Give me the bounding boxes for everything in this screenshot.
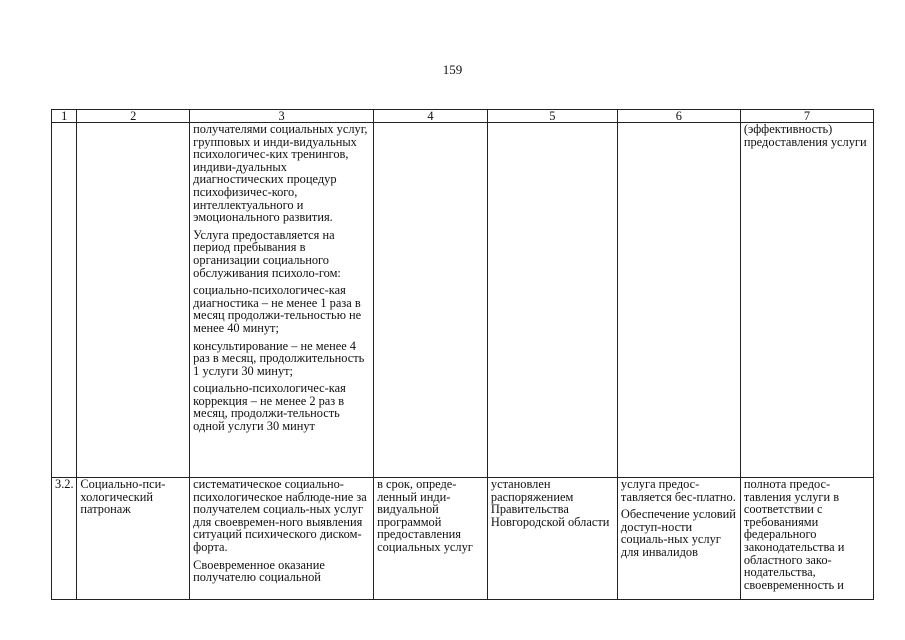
description-paragraph: систематическое социально-психологическое наблюде-ние за получателем социаль-ных услуг для своевремен-ного выявления ситуаций психического диском-форта.	[193, 477, 367, 554]
services-table	[51, 109, 874, 600]
cell-service-name	[77, 123, 190, 478]
description-paragraph: получателями социальных услуг, групповых и инди-видуальных психологичес-ких тренингов, индиви-дуальных диагностических процедур психофизичес-кого, интеллектуального и эмоционального развития.	[193, 122, 368, 225]
table-row-3-2	[52, 478, 874, 600]
cell-quality-indicators: (эффективность) предоставления услуги	[740, 123, 873, 478]
conditions-paragraph: Обеспечение условий доступ-ности социаль-ных услуг для инвалидов	[620, 507, 736, 559]
cell-tariff: установлен распоряжением Правительства Новгородской области	[487, 478, 617, 600]
header-col-1: 1	[52, 110, 77, 123]
cell-number: 3.2.	[52, 478, 77, 600]
description-paragraph: социально-психологичес-кая коррекция – не менее 2 раз в месяц, продолжи-тельность одной услуги 30 минут	[193, 381, 346, 434]
cell-conditions	[617, 478, 740, 600]
header-col-2: 2	[77, 110, 190, 123]
cell-tariff	[487, 123, 617, 478]
cell-service-description	[190, 123, 374, 478]
header-col-5: 5	[487, 110, 617, 123]
header-col-3: 3	[190, 110, 374, 123]
page-number: 159	[442, 62, 463, 77]
header-col-4: 4	[374, 110, 488, 123]
cell-service-description	[190, 478, 374, 600]
cell-number	[52, 123, 77, 478]
description-paragraph: Своевременное оказание получателю социальной	[193, 557, 325, 585]
cell-service-name: Социально-пси-хологический патронаж	[77, 478, 190, 600]
table-row-continuation	[52, 123, 874, 478]
cell-term	[374, 123, 488, 478]
header-row	[52, 110, 874, 123]
header-col-6: 6	[617, 110, 740, 123]
header-col-7: 7	[740, 110, 873, 123]
description-paragraph: Услуга предоставляется на период пребывания в организации социального обслуживания психоло-гом:	[193, 227, 341, 280]
cell-term: в срок, опреде-ленный инди-видуальной программой предоставления социальных услуг	[374, 478, 488, 600]
description-paragraph: консультирование – не менее 4 раз в месяц, продолжительность 1 услуги 30 минут;	[193, 338, 365, 378]
cell-quality-indicators: полнота предос-тавления услуги в соответствии с требованиями федерального законодательства и областного зако-нодательства, своевременность и	[740, 478, 873, 600]
cell-conditions	[617, 123, 740, 478]
description-paragraph: социально-психологичес-кая диагностика – не менее 1 раза в месяц продолжи-тельностью не менее 40 минут;	[193, 283, 362, 335]
conditions-paragraph: услуга предос-тавляется бес-платно.	[620, 477, 736, 504]
